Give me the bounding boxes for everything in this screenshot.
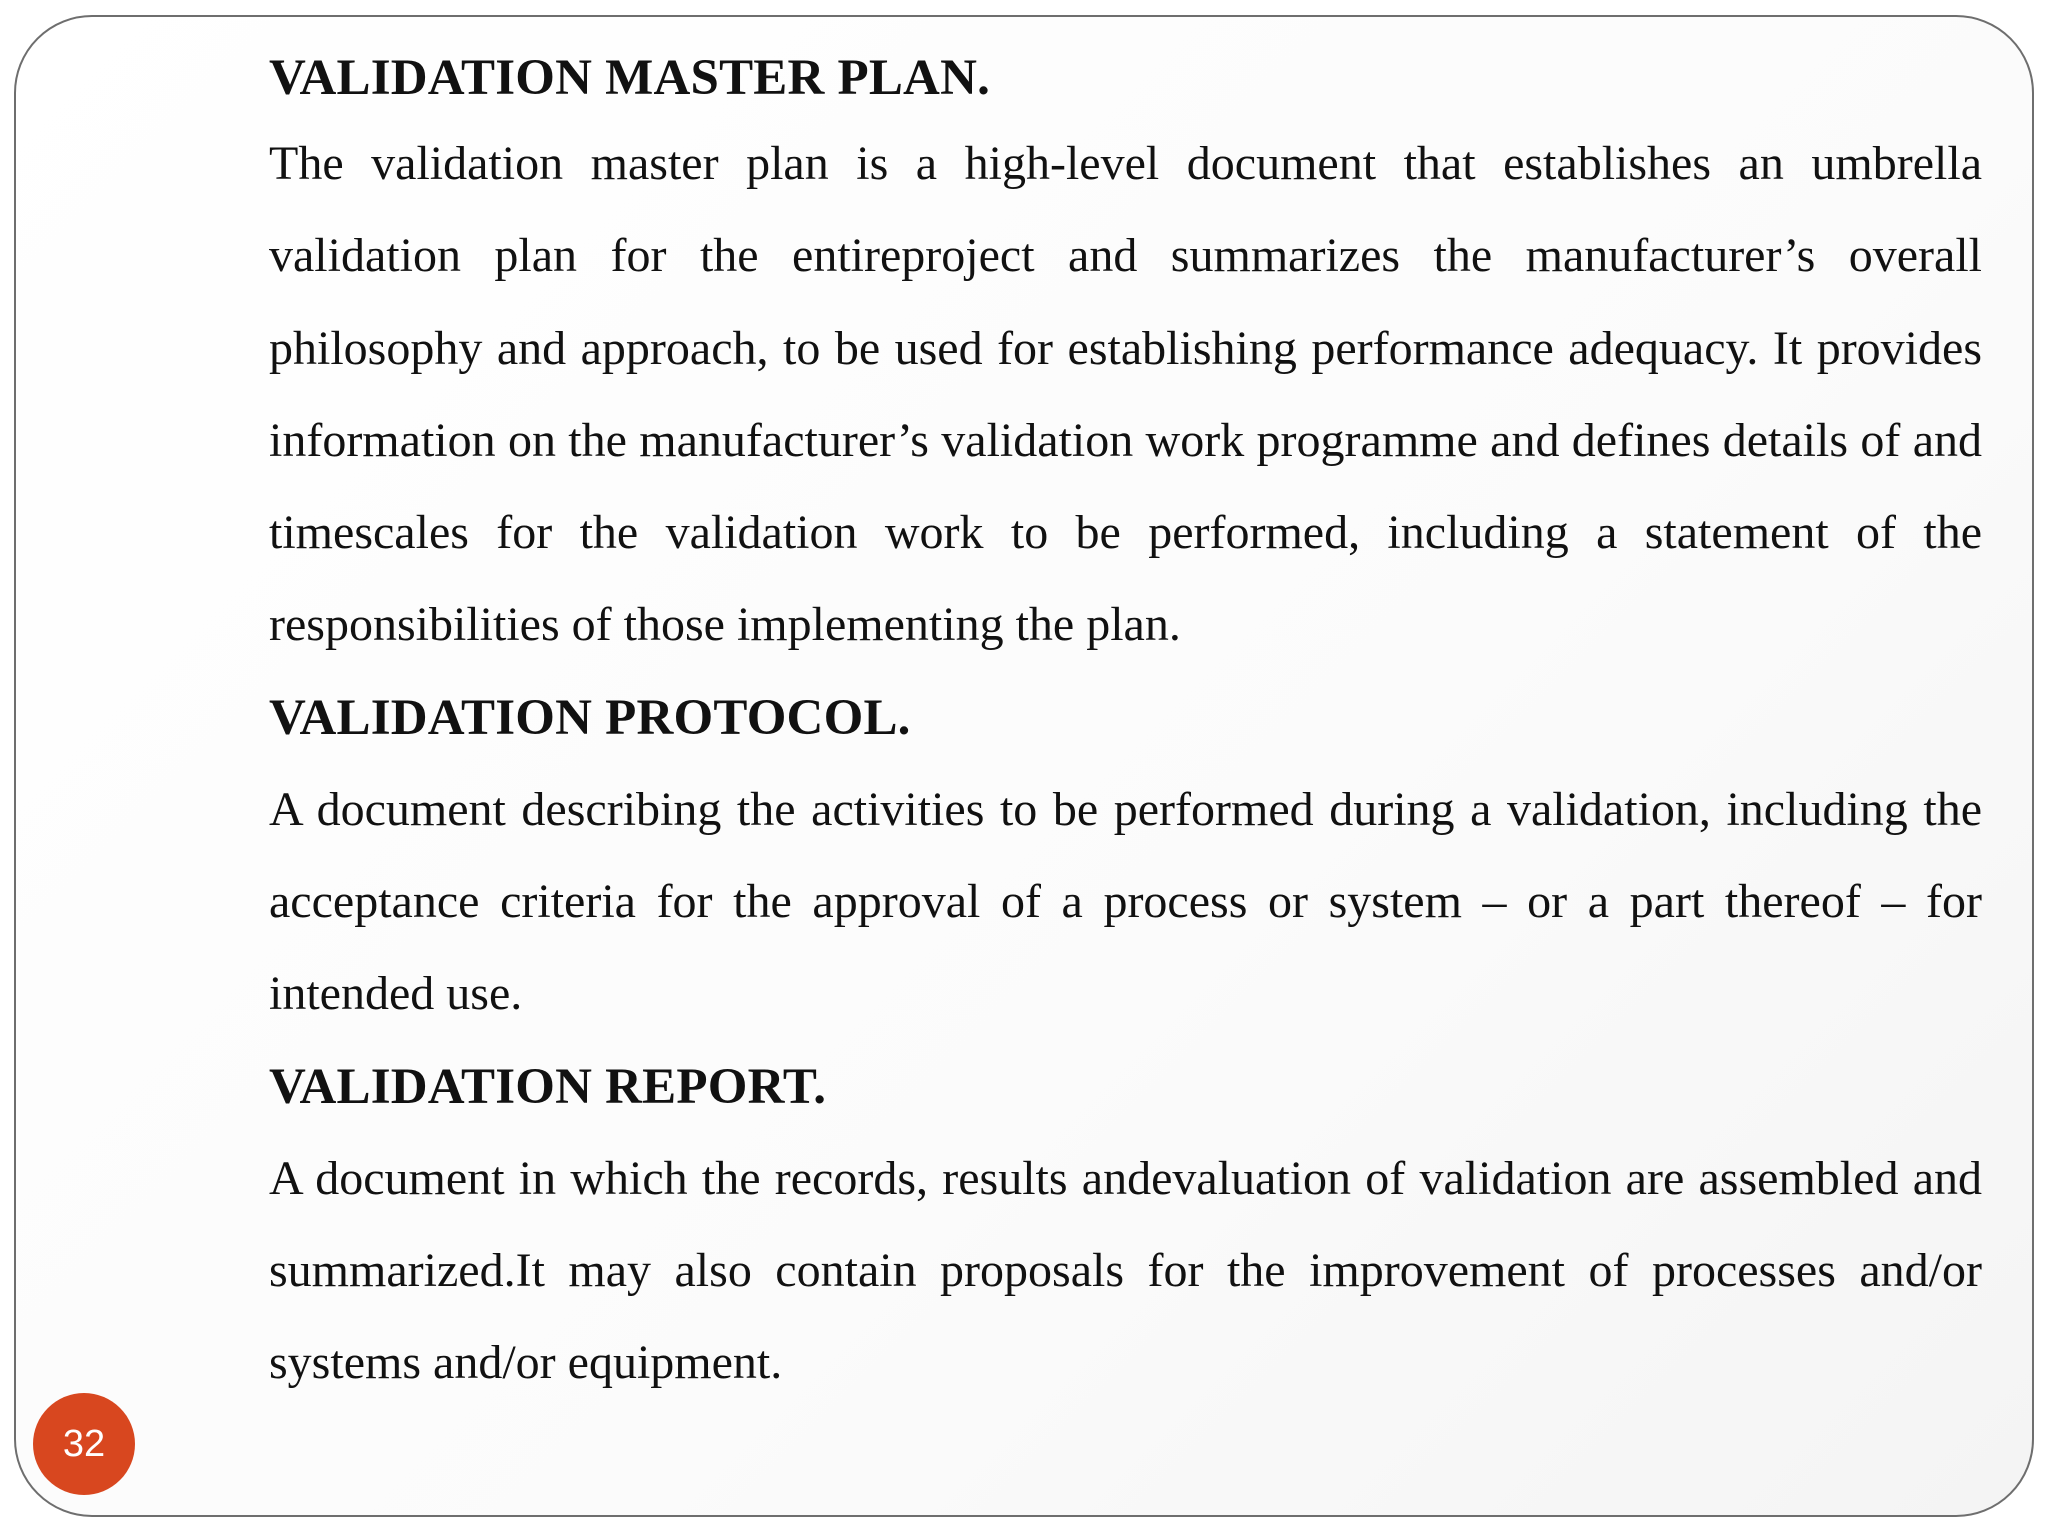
section-body-master-plan: The validation master plan is a high-level document that establishes an umbrella validation plan for the entireproject and summarizes the manufacturer’s overall philosophy and approach, to be used for establishing performance adequacy. It provides information on the manufacturer’s validation work programme and defines details of and timescales for the validation work to be performed, including a statement of the responsibilities of those implementing the plan.	[269, 137, 1982, 652]
section-body-report: A document in which the records, results andevaluation of validation are assembled and summarized.It may also contain proposals for the improvement of processes and/or systems and/or equipment.	[269, 1151, 1982, 1390]
page-number-badge: 32	[33, 1393, 135, 1495]
section-heading-protocol: VALIDATION PROTOCOL.	[269, 689, 911, 746]
slide-content	[269, 38, 1982, 1410]
section-body-protocol: A document describing the activities to be performed during a validation, including the acceptance criteria for the approval of a process or system – or a part thereof – for intended use.	[269, 782, 1982, 1021]
section-heading-report: VALIDATION REPORT.	[269, 1058, 827, 1115]
section-heading-master-plan: VALIDATION MASTER PLAN.	[269, 50, 991, 106]
